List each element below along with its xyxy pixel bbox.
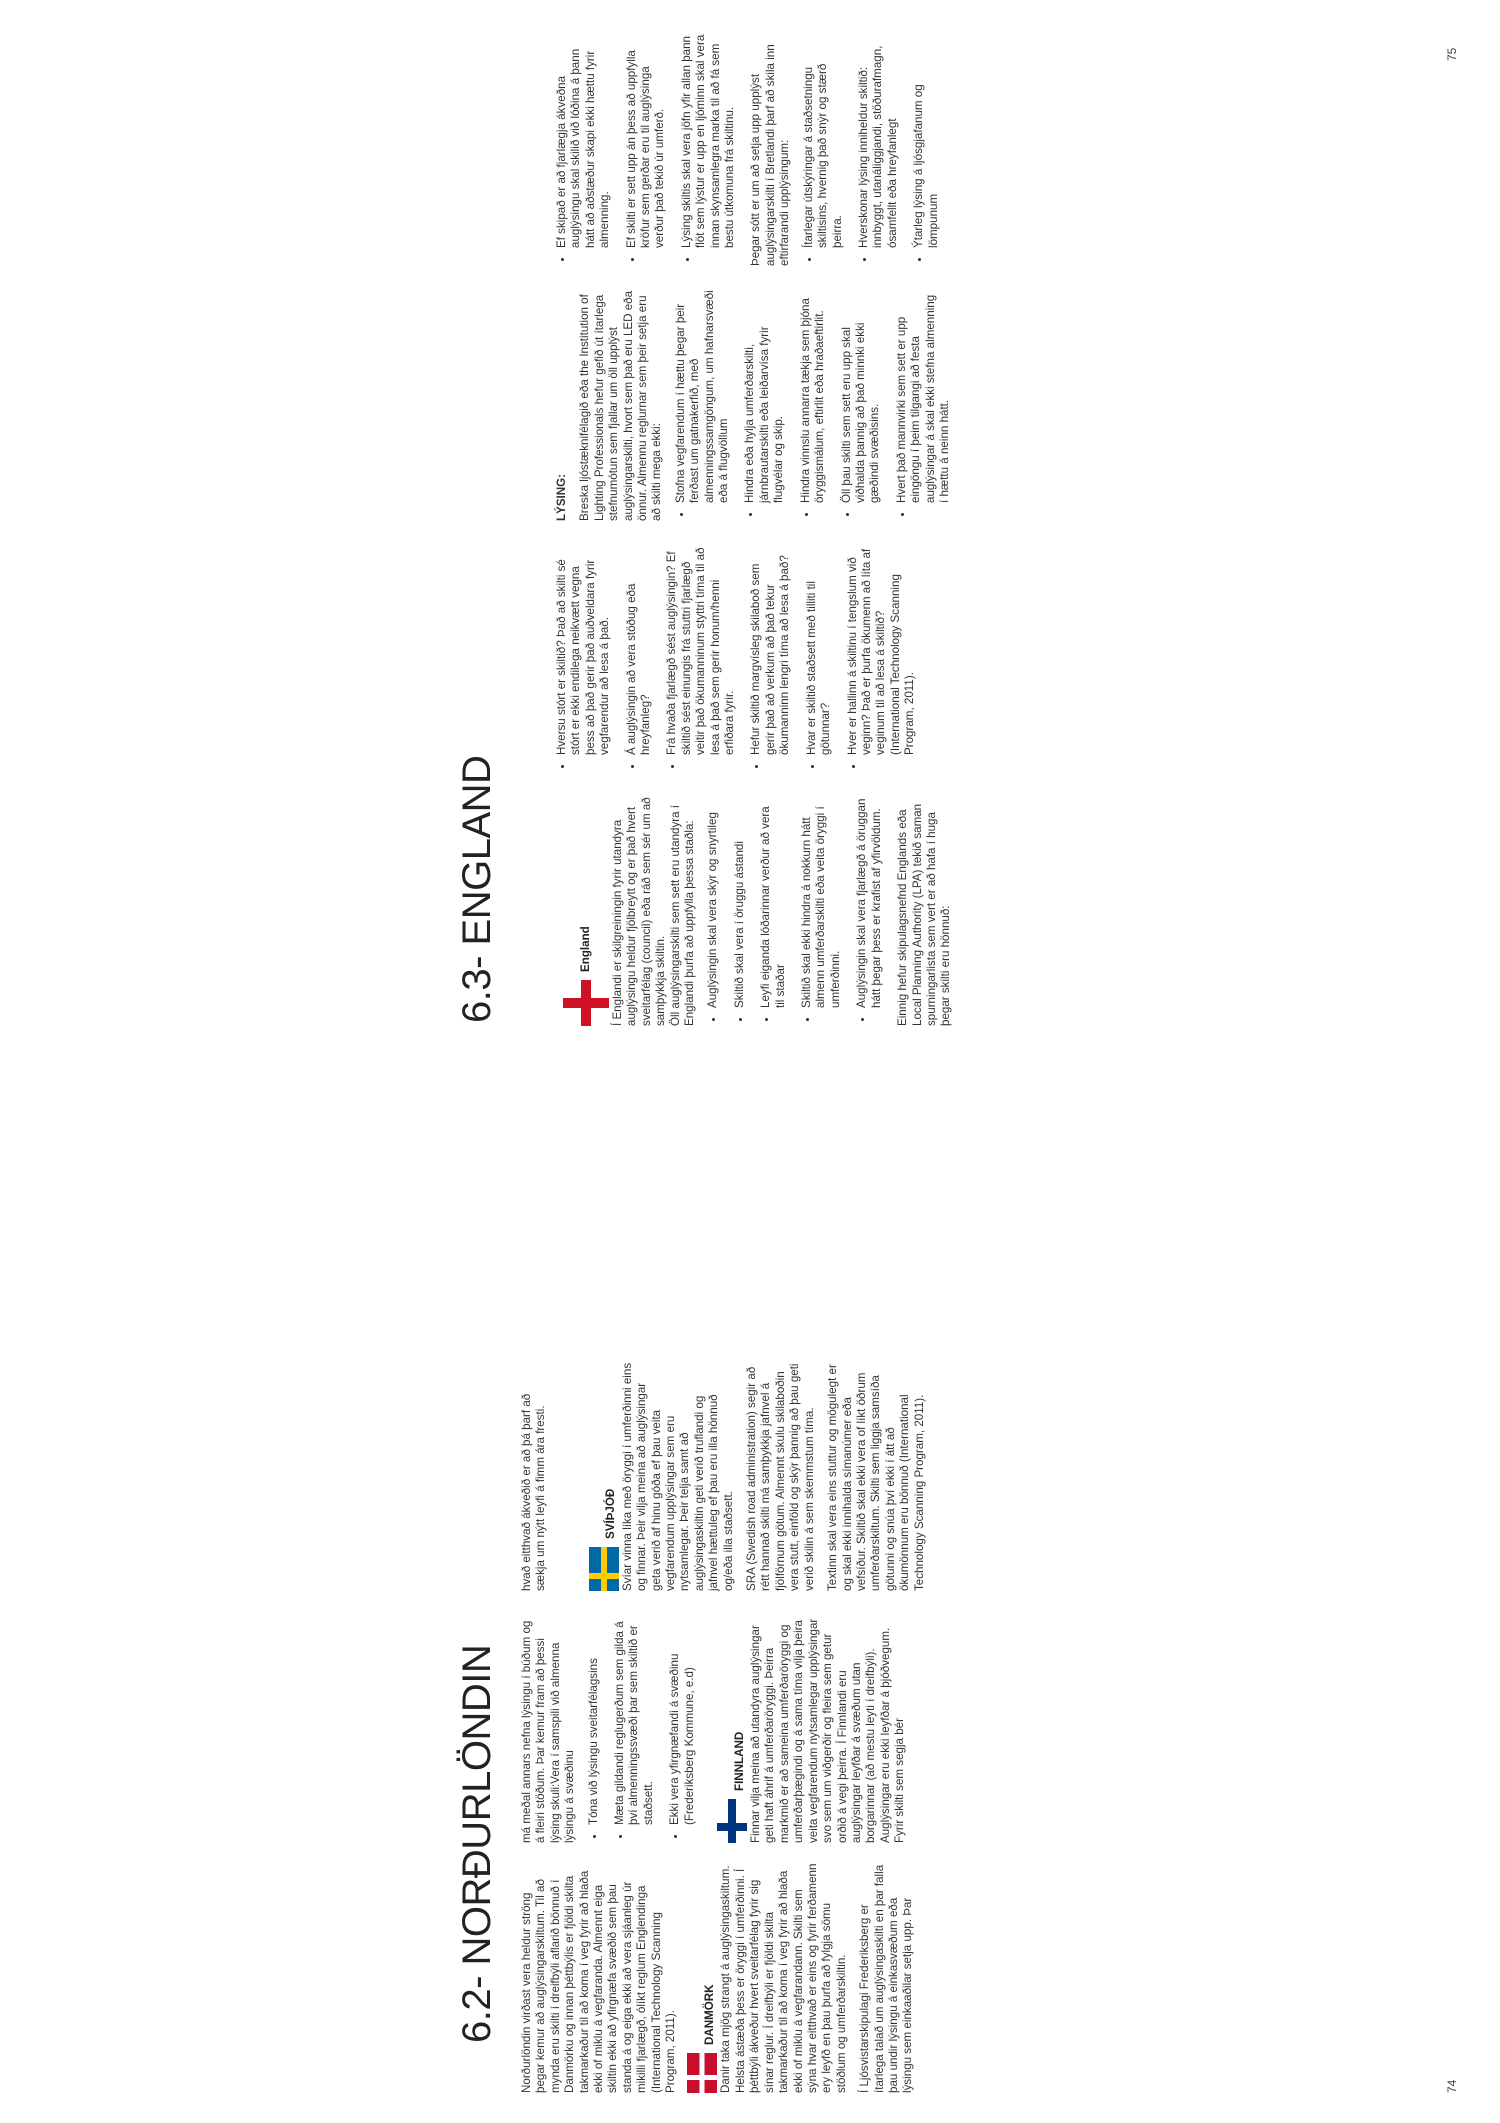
column-3	[555, 289, 964, 521]
england-flag-icon	[563, 980, 609, 1026]
page-number: 75	[1445, 47, 1459, 61]
list-item: • Frá hvaða fjarlægð sést auglýsingin? Ef skiltið sést einungis frá stuttri fjarlægð veitir það ökumanninum styttri tíma til að lesa á það sem gerir honum/henni erfiðara fyrir.	[665, 543, 737, 755]
list-item: • Auglýsingin skal vera skýr og snyrtileg	[706, 796, 720, 1008]
england-paragraph-3: Einnig hefur skipulagsnefnd Englands eða Local Planning Authority (LPA) tekið saman spurningarlista sem vert er að hafa í huga þegar skilti eru hönnuð:	[896, 803, 953, 1026]
list-item: • Ekki vera yfirgnæfandi á svæðinu (Frederiksberg Kommune, e.d)	[668, 1611, 697, 1825]
col4-paragraph: Þegar sótt er um að setja upp upplýst auglýsingarskilti í Bretlandi þarf að skila inn eftirfarandi upplýsingum:	[749, 44, 792, 266]
list-item: • Hver er hallinn á skiltinu í tengslum við veginn? Það er þurfa ökumenn að líta af veginum til að lesa á skiltið? (International Technology Scanning Program, 2011).	[846, 543, 918, 755]
denmark-header	[687, 1863, 717, 2093]
col2-bullet-list	[587, 1611, 697, 1843]
denmark-flag-icon	[687, 2053, 717, 2093]
list-item: • Öll þau skilti sem sett eru upp skal viðhalda þannig að það minnki ekki gæðindi svæðisins.	[840, 289, 883, 503]
england-paragraph-2: Öll auglýsingarskilti sem sett eru utandyra í Englandi þurfa að uppfylla þessa staðla:	[668, 804, 697, 1026]
sweden-flag-icon	[589, 1547, 619, 1591]
denmark-paragraph: Danir taka mjög strangt á auglýsingaskiltum. Helsta ástæða þess er öryggi í umferðinni. Í þéttbýli ákveður hvert sveitarfélag fyrir sig sínar reglur. Í dreifbýli er fjöldi skilta takmarkaður til að koma í veg fyrir að hlaða ekki of miklu á vegfarandann. Skilti sem sýna hvar eitthvað er eins og fyrir ferðamenn ery leyfð en þau þurfa að fylgja sömu stöðlum og umferðarskiltin.	[719, 1863, 848, 2093]
sweden-title: SVÍÞJÓÐ	[604, 1488, 618, 1539]
list-item: • Ýtarleg lýsing á ljósgjafanum og lömpunum	[912, 34, 941, 248]
page-heading: 6.3- ENGLAND	[455, 755, 499, 1023]
list-item: • Mæta gildandi reglugerðum sem gilda á því almenningssvæði þar sem skiltið er staðsett.	[613, 1611, 656, 1825]
column-4	[555, 34, 953, 266]
column-1	[520, 1863, 925, 2093]
list-item: • Ítarlegar útskýringar á staðsetningu skiltisins, hvernig það snýr og stærð þeirra.	[802, 34, 845, 248]
finland-title: FINNLAND	[732, 1731, 746, 1791]
england-paragraph: Í Englandi er skilgreiningin fyrir utandyra auglýsingu heldur fjölbreytt og er það hvert sveitarfélag (council) eða ráð sem sér um að samþykkja skiltin.	[611, 797, 668, 1026]
list-item: • Lýsing skiltis skal vera jöfn yfir allan þann flöt sem lýstur er upp en ljóminn skal vera innan skynsamlegra marka til að fá sem bestu útkomuna frá skiltinu.	[680, 34, 738, 248]
col4-bullet-list	[555, 34, 737, 266]
england-header	[563, 796, 609, 1026]
list-item: • Hindra vinnslu annarra tækja sem þjóna öryggismálum, eftirlit eða hraðaeftirlit.	[799, 289, 828, 503]
page-right	[0, 0, 1500, 1061]
denmark-title: DANMÖRK	[703, 1984, 717, 2045]
finland-header	[717, 1611, 747, 1843]
england-title: England	[578, 926, 592, 972]
page-left	[0, 1062, 1500, 2123]
list-item: • Á auglýsingin að vera stöðug eða hreyfanleg?	[625, 543, 654, 755]
lighting-bullet-list	[674, 289, 953, 521]
column-2	[555, 543, 930, 773]
list-item: • Ef skilti er sett upp án þess að uppfylla kröfur sem gerðar eru til auglýsinga verður það tekið úr umferð.	[625, 34, 668, 248]
england-bullet-list	[706, 796, 884, 1026]
list-item: • Tóna við lýsingu sveitarfélagsins	[587, 1611, 601, 1825]
lighting-paragraph: Breska ljóstæknifélagið eða the Institution of Lighting Professionals hefur gefið út ítarlega stefnumótun sem fjallar um öll upplýst auglýsingarskilti, hvort sem það eru LED eða önnur. Almennu reglurnar sem þeir setja eru að skilti mega ekki:	[578, 290, 664, 521]
column-2	[520, 1611, 917, 1843]
column-1	[555, 796, 963, 1026]
list-item: • Ef skipað er að fjarlægja ákveðna auglýsingu skal skilið við lóðina á þann hátt að aðstæður skapi ekki hættu fyrir almenning.	[555, 34, 613, 248]
col4-bullet-list-2	[802, 34, 941, 266]
sweden-header	[589, 1361, 619, 1591]
list-item: • Hindra eða hylja umferðarskilti, járnbrautarskilti eða leiðarvísa fyrir flugvélar og skip.	[743, 289, 786, 503]
list-item: • Hefur skiltið margvísleg skilaboð sem gerir það að verkum að það tekur ökumanninn lengri tíma að lesa á það?	[749, 543, 792, 755]
list-item: • Hvar er skiltið staðsett með tilliti til götunnar?	[805, 543, 834, 755]
list-item: • Stofna vegfarendum í hættu þegar þeir ferðast um gatnakerfið, með almenningssamgöngum, um hafnarsvæði eða á flugvöllum	[674, 289, 732, 503]
list-item: • Skiltið skal vera í öruggu ástandi	[733, 796, 747, 1008]
list-item: • Auglýsingin skal vera fjarlægð á öruggan hátt þegar þess er krafist af yfirvöldum.	[855, 796, 884, 1008]
denmark-paragraph-2: Í Ljósvistarskipulagi Frederiksberg er ítarlega talað um auglýsingaskilti en þar falla þau undir lýsingu á einkasvæðum eða lýsingu sem einkaaðilar setja upp. Þar	[858, 1864, 915, 2093]
page-number: 74	[1445, 2079, 1459, 2093]
col2-paragraph: má meðal annars nefna lýsingu í búðum og á fleiri stöðum. Þar kemur fram að þessi lýsing skuli:Vera í samspili við almenna lýsingu á svæðinu	[520, 1620, 577, 1843]
lighting-title: LÝSING:	[555, 473, 568, 521]
list-item: • Skiltið skal ekki hindra á nokkurn hátt almenn umferðarskilti eða veita öryggi í umferðinni.	[800, 796, 843, 1008]
finland-paragraph: Finnar vilja meina að utandyra auglýsingar geti haft áhrif á umferðaröryggi. Þeirra markmið er að sameina umferðaröryggi og umferðarþægindi og á sama tíma vilja þeira veita vegfarendum nytsamlegar upplýsingar svo sem um viðgerðir og fleira sem getur orðið á vegi þeirra. Í Finnlandi eru auglýsingar leyfðar á svæðum utan borgarinnar (að mestu leyti í dreifbýli). Auglýsingar eru ekki leyfðar á þjóðvegum. Fyrir skilti sem segja bér	[749, 1618, 907, 1843]
list-item: • Hvert það mannvirki sem sett er upp eingöngu í þeim tilgangi að festa auglýsingar á skal ekki stefna almenning í hættu á neinn hátt.	[895, 289, 953, 503]
column-3	[520, 1361, 936, 1591]
sweden-paragraph: Svíar vinna líka með öryggi í umferðinni eins og finnar. Þeir vilja meina að auglýsingar geta verið af hinu góða ef þau veita vegfarendum upplýsingar sem eru nytsamlegar. Þeir telja samt að auglýsingaskiltin geti verið truflandi og jafnvel hættuleg ef þau eru illa hönnuð og/eða illa staðsett.	[620, 1362, 735, 1591]
col3-paragraph: hvað eitthvað ákveðið er að þá þarf að sækja um nýtt leyfi á fimm ára fresti.	[520, 1393, 548, 1591]
finland-flag-icon	[717, 1799, 747, 1843]
sweden-paragraph-2: SRA (Swedish road administration) segir að rétt hannað skilti má samþykkja jafnvel á fjölförnum götum. Almennt skulu skilaboðin vera stutt, einföld og skýr þannig að þau geti verið skilin á sem skemmstum tíma.	[745, 1363, 816, 1591]
page-heading: 6.2- NORÐURLÖNDIN	[455, 1644, 499, 2043]
col2-bullet-list	[555, 543, 918, 773]
list-item: • Hversu stórt er skiltið? Það að skilti sé stórt er ekki endilega neikvætt vegna þess að það gerir það auðveldara fyrir vegfarendur að lesa á það.	[555, 543, 613, 755]
intro-paragraph: Norðurlöndin virðast vera heldur ströng þegar kemur að auglýsingarskiltum. Til að mynda eru skilti í dreifbýli aflarið bönnuð í Danmörku og innan þéttbýlis er fjöldi skilta takmarkaður til að koma í veg fyrir að hlaða ekki of miklu á vegfaranda. Almennt eiga skiltin ekki að yfirgnæfa svæðið sem þau standa á og eiga ekki að vera sjáanleg úr mikilli fjarlægð, ólíkt reglum Englendinga (International Technology Scanning Program, 2011).	[520, 1870, 678, 2093]
list-item: • Hverskonar lýsing inniheldur skiltið: innbyggt, utanáliggjandi, stöðurafmagn, ósamfellt eða hreyfanlegt	[857, 34, 900, 248]
sweden-paragraph-3: Textinn skal vera eins stuttur og mögulegt er og skal ekki innihalda símanúmer eða vefsíður. Skiltið skal ekki vera of líkt öðrum umferðarskiltum. Skilti sem liggja samsíða götunni og snúa því ekki í átt að ökumönnum eru bönnuð (International Technology Scanning Program, 2011).	[826, 1364, 926, 1591]
list-item: • Leyfi eiganda lóðarinnar verður að vera til staðar	[759, 796, 788, 1008]
